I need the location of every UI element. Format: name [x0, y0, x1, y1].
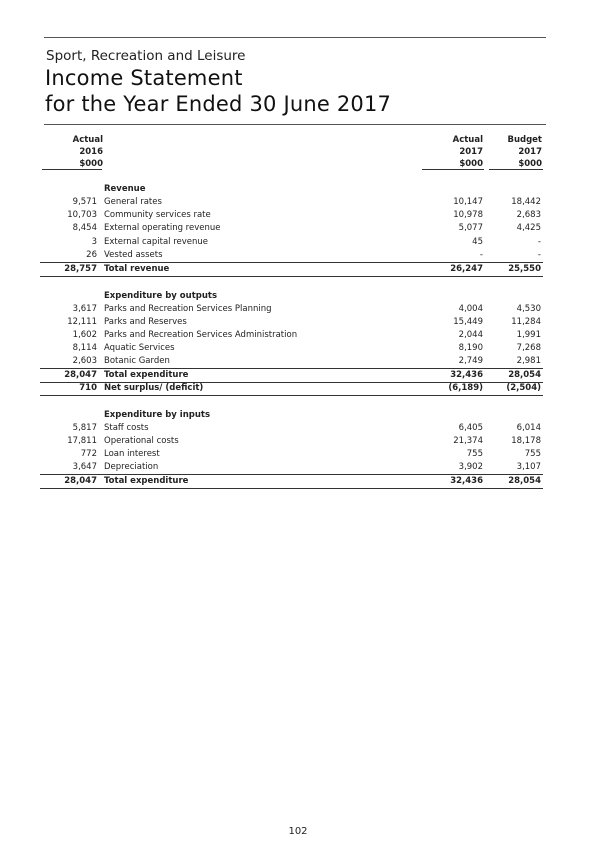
actual-2017-cell: (6,189) [448, 383, 483, 393]
actual-2017-cell: 2,044 [458, 330, 483, 340]
table-row [0, 316, 596, 329]
title-rule [44, 124, 546, 125]
table-row [0, 355, 596, 368]
table-row [0, 435, 596, 448]
header-text: Actual [72, 135, 103, 145]
table-row [0, 342, 596, 355]
total-row [0, 369, 596, 382]
actual-2016-cell: 8,114 [72, 343, 97, 353]
header-text: $000 [518, 159, 542, 169]
table-row [0, 461, 596, 474]
actual-2016-cell: 5,817 [72, 423, 97, 433]
total-rule [40, 276, 543, 277]
row-label: General rates [104, 197, 162, 207]
page-subtitle: for the Year Ended 30 June 2017 [45, 92, 392, 116]
row-label: Parks and Reserves [104, 317, 187, 327]
header-text: 2017 [518, 147, 542, 157]
actual-2016-cell: 772 [80, 449, 97, 459]
actual-2017-cell: 3,902 [458, 462, 483, 472]
actual-2017-cell: 10,978 [453, 210, 483, 220]
header-text: $000 [459, 159, 483, 169]
header-rule [422, 169, 484, 170]
actual-2016-cell: 1,602 [72, 330, 97, 340]
row-label: Botanic Garden [104, 356, 170, 366]
budget-2017-cell: 18,442 [511, 197, 541, 207]
actual-2016-cell: 28,757 [64, 264, 97, 274]
table-row [0, 303, 596, 316]
header-text: Budget [507, 135, 542, 145]
budget-2017-cell: 28,054 [508, 370, 541, 380]
table-row [0, 222, 596, 235]
header-text: $000 [79, 159, 103, 169]
row-label: Total revenue [104, 264, 170, 274]
actual-2017-cell: 15,449 [453, 317, 483, 327]
table-row [0, 422, 596, 435]
page-number: 102 [288, 826, 308, 837]
actual-2017-cell: - [479, 250, 483, 260]
row-label: Net surplus/ (deficit) [104, 383, 204, 393]
actual-2016-cell: 3 [91, 237, 97, 247]
budget-2017-cell: 755 [524, 449, 541, 459]
row-label: Total expenditure [104, 476, 189, 486]
top-rule [44, 37, 546, 38]
actual-2016-cell: 17,811 [67, 436, 97, 446]
budget-2017-cell: (2,504) [506, 383, 541, 393]
header-budget-2017 [485, 134, 542, 170]
actual-2017-cell: 32,436 [450, 476, 483, 486]
net-row [0, 382, 596, 395]
row-label: Operational costs [104, 436, 179, 446]
table-row [0, 196, 596, 209]
total-row [0, 475, 596, 488]
table-row [0, 329, 596, 342]
actual-2017-cell: 8,190 [458, 343, 483, 353]
actual-2017-cell: 26,247 [450, 264, 483, 274]
actual-2016-cell: 10,703 [67, 210, 97, 220]
total-row [0, 263, 596, 276]
actual-2016-cell: 28,047 [64, 476, 97, 486]
actual-2016-cell: 2,603 [72, 356, 97, 366]
table-row [0, 448, 596, 461]
budget-2017-cell: - [537, 250, 541, 260]
budget-2017-cell: 25,550 [508, 264, 541, 274]
budget-2017-cell: 11,284 [511, 317, 541, 327]
section-title: Sport, Recreation and Leisure [46, 48, 246, 64]
budget-2017-cell: 1,991 [516, 330, 541, 340]
header-rule [42, 169, 102, 170]
actual-2017-cell: 6,405 [458, 423, 483, 433]
budget-2017-cell: 4,425 [516, 223, 541, 233]
revenue-heading: Revenue [104, 184, 146, 194]
header-text: 2016 [79, 147, 103, 157]
budget-2017-cell: 3,107 [516, 462, 541, 472]
actual-2017-cell: 4,004 [458, 304, 483, 314]
row-label: Parks and Recreation Services Planning [104, 304, 272, 314]
actual-2017-cell: 21,374 [453, 436, 483, 446]
budget-2017-cell: 7,268 [516, 343, 541, 353]
total-rule [40, 488, 543, 489]
row-label: Parks and Recreation Services Administration [104, 330, 298, 340]
header-rule [489, 169, 543, 170]
budget-2017-cell: 2,981 [516, 356, 541, 366]
inputs-heading: Expenditure by inputs [104, 410, 211, 420]
actual-2016-cell: 710 [79, 383, 97, 393]
row-label: Total expenditure [104, 370, 189, 380]
actual-2017-cell: 45 [472, 237, 483, 247]
actual-2017-cell: 2,749 [458, 356, 483, 366]
actual-2017-cell: 10,147 [453, 197, 483, 207]
actual-2016-cell: 26 [86, 250, 97, 260]
table-row [0, 209, 596, 222]
budget-2017-cell: 4,530 [516, 304, 541, 314]
table-row [0, 236, 596, 249]
actual-2016-cell: 9,571 [72, 197, 97, 207]
actual-2016-cell: 3,617 [72, 304, 97, 314]
budget-2017-cell: 18,178 [511, 436, 541, 446]
actual-2016-cell: 12,111 [67, 317, 97, 327]
row-label: Vested assets [104, 250, 163, 260]
actual-2017-cell: 755 [466, 449, 483, 459]
header-text: Actual [452, 135, 483, 145]
actual-2016-cell: 3,647 [72, 462, 97, 472]
header-text: 2017 [459, 147, 483, 157]
row-label: Community services rate [104, 210, 211, 220]
outputs-heading: Expenditure by outputs [104, 291, 218, 301]
budget-2017-cell: - [537, 237, 541, 247]
actual-2016-cell: 28,047 [64, 370, 97, 380]
budget-2017-cell: 2,683 [516, 210, 541, 220]
header-actual-2017 [420, 134, 483, 170]
actual-2016-cell: 8,454 [72, 223, 97, 233]
actual-2017-cell: 5,077 [458, 223, 483, 233]
row-label: Depreciation [104, 462, 159, 472]
row-label: Loan interest [104, 449, 160, 459]
page-title: Income Statement [45, 66, 243, 90]
budget-2017-cell: 28,054 [508, 476, 541, 486]
header-actual-2016 [40, 134, 103, 170]
row-label: External operating revenue [104, 223, 221, 233]
total-rule [40, 395, 543, 396]
row-label: Staff costs [104, 423, 149, 433]
row-label: Aquatic Services [104, 343, 175, 353]
budget-2017-cell: 6,014 [516, 423, 541, 433]
table-row [0, 249, 596, 262]
row-label: External capital revenue [104, 237, 209, 247]
actual-2017-cell: 32,436 [450, 370, 483, 380]
